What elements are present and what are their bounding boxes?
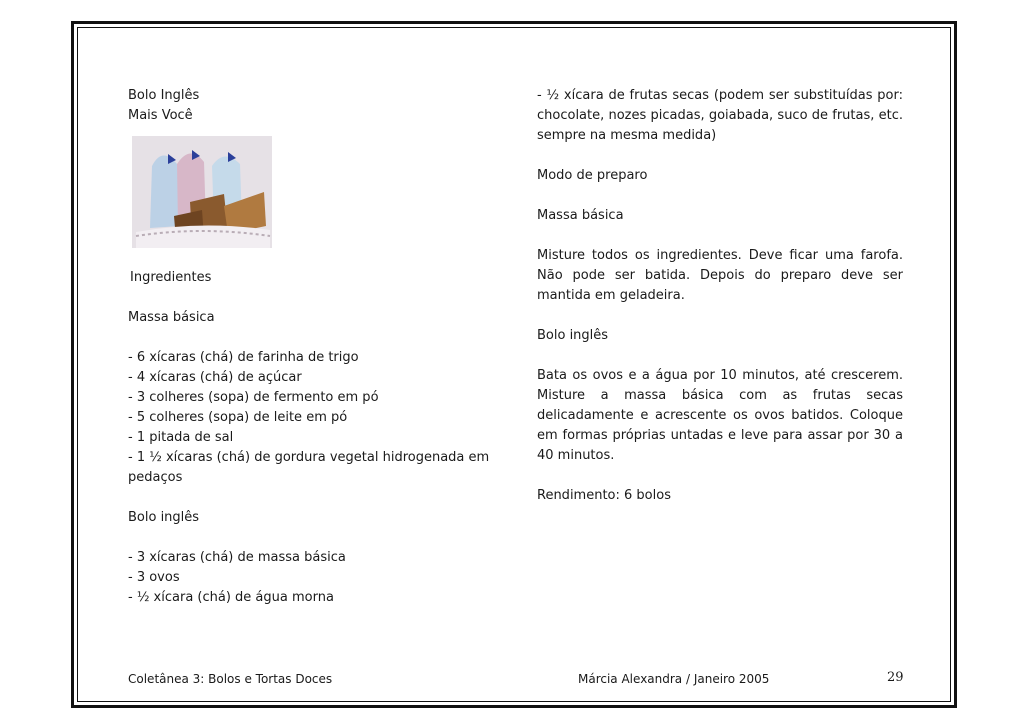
list-item: - 4 xícaras (chá) de açúcar	[128, 370, 302, 385]
list-item: - ½ xícara (chá) de água morna	[128, 590, 334, 605]
list-item: - 3 xícaras (chá) de massa básica	[128, 550, 346, 565]
page-number: 29	[887, 670, 904, 685]
left-column	[128, 86, 498, 608]
fruit-ingredient: - ½ xícara de frutas secas (podem ser substituídas por: chocolate, nozes picadas, goiabada, suco de frutas, etc. sempre na mesma medida)	[537, 88, 903, 143]
method-heading: Modo de preparo	[537, 168, 648, 183]
massa-method-heading: Massa básica	[537, 208, 624, 223]
bolo-ingredient-list	[128, 548, 498, 608]
yield-text: Rendimento: 6 bolos	[537, 488, 671, 503]
list-item: - 6 xícaras (chá) de farinha de trigo	[128, 350, 359, 365]
bolo-heading: Bolo inglês	[128, 510, 200, 525]
massa-method-text: Misture todos os ingredientes. Deve ficar uma farofa. Não pode ser batida. Depois do preparo deve ser mantida em geladeira.	[537, 248, 903, 303]
list-item: pedaços	[128, 470, 183, 485]
footer-author-date: Márcia Alexandra / Janeiro 2005	[578, 672, 770, 686]
ingredients-heading: Ingredientes	[130, 270, 212, 285]
list-item: - 1 pitada de sal	[128, 430, 234, 445]
right-column	[537, 86, 903, 506]
list-item: - 1 ½ xícaras (chá) de gordura vegetal hidrogenada em	[128, 450, 490, 465]
list-item: - 3 colheres (sopa) de fermento em pó	[128, 390, 379, 405]
bolo-method-heading: Bolo inglês	[537, 328, 609, 343]
massa-ingredient-list	[128, 348, 498, 488]
list-item: - 5 colheres (sopa) de leite em pó	[128, 410, 348, 425]
cake-photo-illustration	[132, 136, 272, 248]
list-item: - 3 ovos	[128, 570, 180, 585]
recipe-source: Mais Você	[128, 108, 193, 123]
footer-collection: Coletânea 3: Bolos e Tortas Doces	[128, 672, 333, 686]
bolo-method-text: Bata os ovos e a água por 10 minutos, até crescerem. Misture a massa básica com as frutas secas delicadamente e acrescente os ovos batidos. Coloque em formas próprias untadas e leve para assar por 30 a 40 minutos.	[537, 368, 903, 463]
recipe-title: Bolo Inglês	[128, 88, 200, 103]
massa-heading: Massa básica	[128, 310, 215, 325]
cake-photo	[132, 136, 272, 248]
